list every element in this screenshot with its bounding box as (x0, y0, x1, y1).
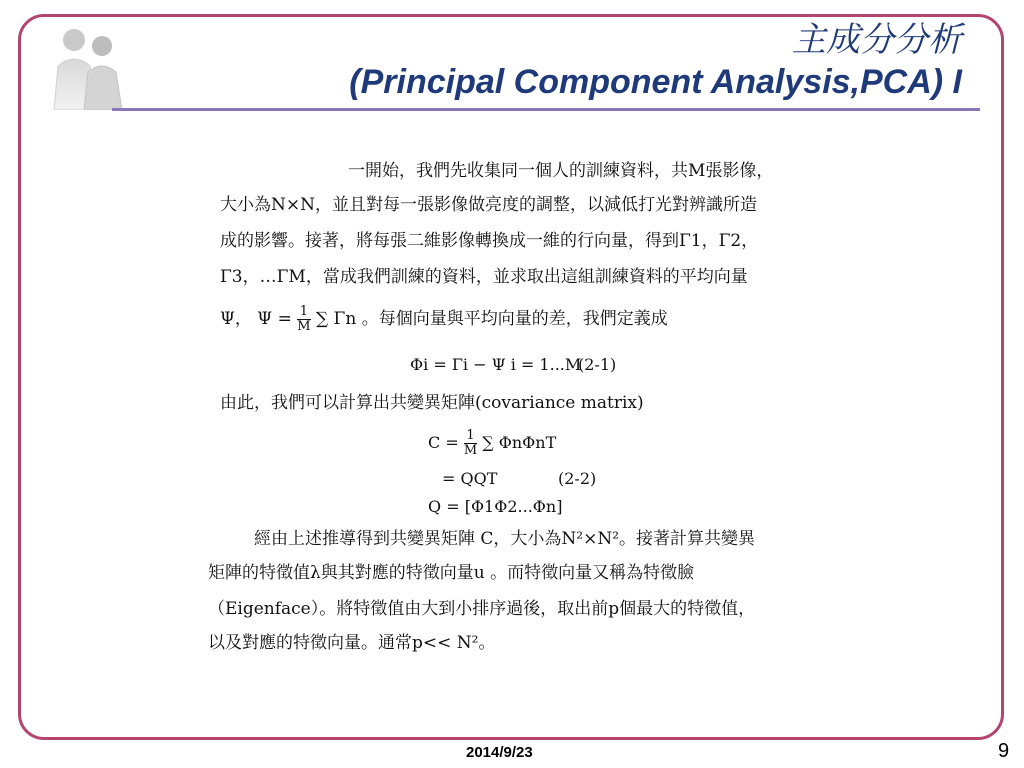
para3-line4: 以及對應的特徵向量。通常p<< N²。 (208, 633, 496, 653)
fraction-1-over-m: $\frac{1}{M}$ (297, 304, 311, 334)
para3-line1: 經由上述推導得到共變異矩陣 C，大小為N²×N²。接著計算共變異 (254, 529, 756, 549)
fraction-1-over-m-2: $\frac{1}{M}$ (463, 428, 478, 458)
para1-line5 (220, 302, 668, 336)
sum-gamma: ∑ Γn (316, 309, 357, 329)
equation-2-1: Φi = Γi − Ψ i = 1...M (410, 355, 582, 374)
footer-date: 2014/9/23 (466, 744, 533, 761)
para1-line4: Γ3，…ΓM，當成我們訓練的資料，並求取出這組訓練資料的平均向量 (220, 267, 748, 287)
para1-line1: 一開始，我們先收集同一個人的訓練資料，共M張影像， (348, 161, 774, 181)
equation-2-1-number: (2-1) (578, 355, 617, 374)
para2: 由此，我們可以計算出共變異矩陣(covariance matrix) (220, 393, 644, 413)
para3-line3: （Eigenface）。將特徵值由大到小排序過後，取出前p個最大的特徵值， (208, 599, 756, 619)
slide-title (349, 20, 962, 104)
page-number: 9 (998, 740, 1010, 762)
title-underline (112, 108, 980, 111)
para1-line5-text: 。每個向量與平均向量的差，我們定義成 (361, 309, 668, 329)
equation-2-2-line1: C = $\frac{1}{M}$ ∑ ΦnΦnT (428, 428, 557, 458)
title-english: (Principal Component Analysis,PCA) I (349, 63, 962, 101)
para1-line2: 大小為N×N，並且對每一張影像做亮度的調整，以減低打光對辨識所造 (220, 195, 757, 215)
scanned-text-block (200, 150, 830, 660)
para1-line3: 成的影響。接著，將每張二維影像轉換成一維的行向量，得到Γ1，Γ2， (220, 231, 759, 251)
equation-2-2-number: (2-2) (558, 469, 597, 488)
equation-2-2-line3: Q = [Φ1Φ2...Φn] (428, 497, 563, 516)
business-people-icon (44, 18, 124, 110)
title-chinese: 主成分分析 (792, 20, 962, 60)
equation-2-2-line2: = QQT (442, 469, 498, 488)
psi-def: Ψ， Ψ = (220, 309, 292, 329)
para3-line2: 矩陣的特徵值λ與其對應的特徵向量u 。而特徵向量又稱為特徵臉 (208, 563, 695, 583)
